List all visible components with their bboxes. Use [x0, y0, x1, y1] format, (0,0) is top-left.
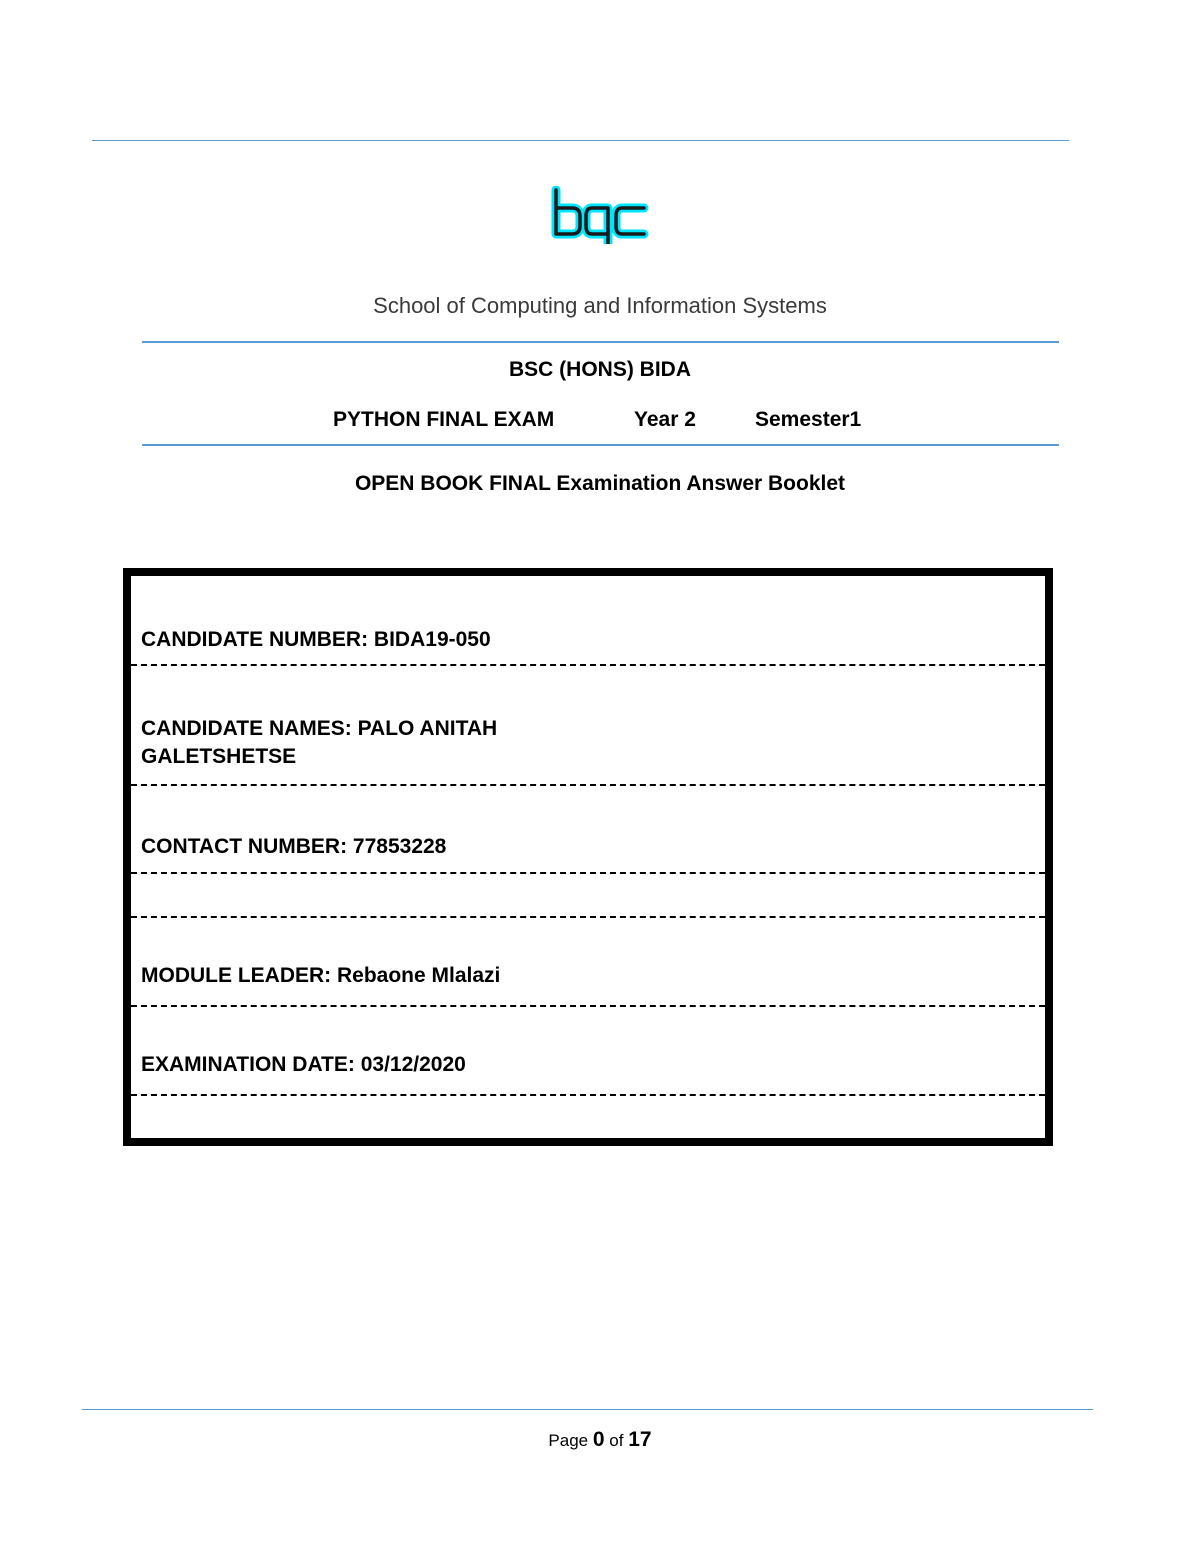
degree-title: BSC (HONS) BIDA	[509, 358, 691, 381]
header-rule-bottom	[142, 444, 1059, 446]
candidate-names: CANDIDATE NAMES: PALO ANITAH GALETSHETSE	[141, 717, 498, 768]
candidate-info-box	[123, 568, 1053, 1146]
row-module-leader	[131, 918, 1045, 1007]
row-candidate-number	[131, 576, 1045, 666]
booklet-title: OPEN BOOK FINAL Examination Answer Booklet	[354, 472, 846, 495]
contact-number: CONTACT NUMBER: 77853228	[141, 835, 447, 858]
examination-date: EXAMINATION DATE: 03/12/2020	[141, 1053, 466, 1076]
module-leader: MODULE LEADER: Rebaone Mlalazi	[141, 964, 501, 987]
of-label: of	[609, 1431, 624, 1450]
row-contact-number	[131, 786, 1045, 874]
page-number: 0	[592, 1428, 605, 1451]
top-rule	[92, 140, 1069, 141]
exam-year: Year 2	[634, 408, 696, 431]
school-name: School of Computing and Information Systems	[373, 293, 827, 318]
exam-semester: Semester1	[755, 408, 862, 431]
row-candidate-names	[131, 666, 1045, 786]
total-pages: 17	[628, 1428, 652, 1451]
page-footer	[0, 1428, 1200, 1452]
exam-title: PYTHON FINAL EXAM	[333, 408, 555, 431]
footer-rule	[82, 1409, 1093, 1410]
row-examination-date	[131, 1007, 1045, 1096]
bqc-logo	[548, 186, 650, 244]
page-label: Page	[548, 1431, 589, 1450]
header-rule-top	[142, 341, 1059, 343]
row-blank	[131, 874, 1045, 918]
candidate-number: CANDIDATE NUMBER: BIDA19-050	[141, 628, 491, 651]
